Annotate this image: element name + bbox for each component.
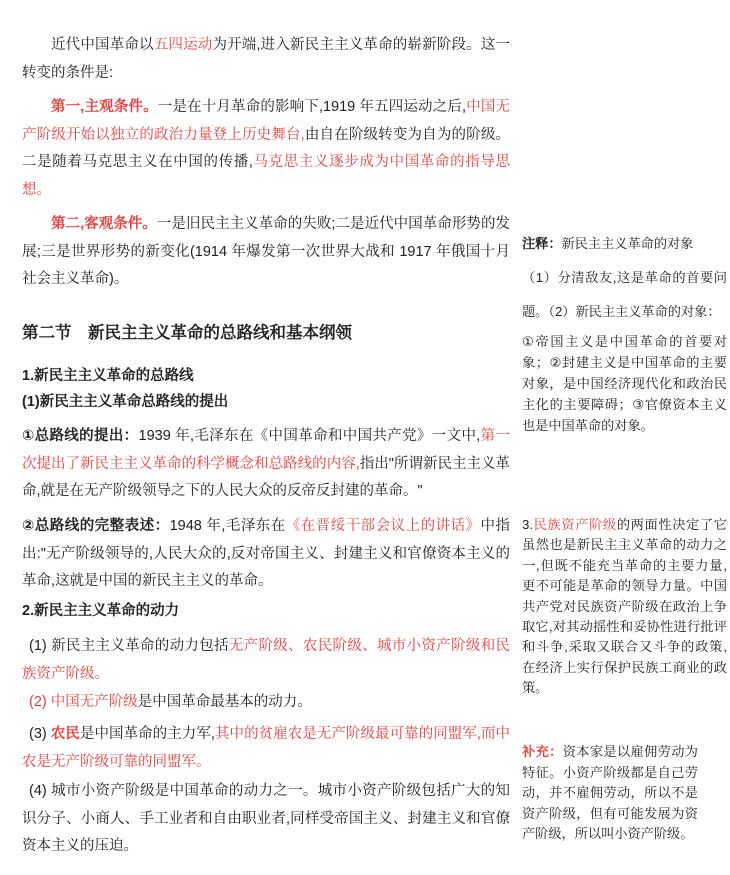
text-run: 的两面性决定了它虽然也是新民主主义革命的动力之一,但既不能充当革命的主要力量,更不可能是革命的领导力量。中国共产党对民族资产阶级在政治上争取它,对其动摇性和妥协性进行批评和斗争,采取又联合又斗争的政策,在经济上实行保护民族工商业的政策。 [522, 517, 727, 696]
red-highlight: 中国无产阶级开始以独立的政治力量登上历史舞台, [22, 99, 511, 143]
forces-item-4-paragraph [22, 778, 510, 861]
red-highlight: (2) 中国无产阶级 [29, 694, 138, 710]
text-run: 3. [522, 517, 533, 532]
margin-note-objects-list [522, 331, 727, 436]
text-run: 由自在阶级转变为自为的阶级。二是随着马克思主义在中国的传播, [22, 126, 511, 170]
forces-item-2-paragraph [22, 689, 510, 717]
objective-conditions-paragraph [22, 211, 510, 294]
red-bold-label: 农民 [50, 726, 80, 742]
margin-note-national-bourgeoisie [522, 515, 727, 699]
section-heading: 第二节 新民主主义革命的总路线和基本纲领 [22, 324, 352, 342]
text-run: 一是旧民主主义革命的失败;二是近代中国革命形势的发展;三是世界形势的新变化(1914 年爆发第一次世界大战和 1917 年俄国十月社会主义革命)。 [22, 216, 510, 287]
red-highlight: 五四运动 [153, 37, 213, 53]
text-run: 近代中国革命以 [51, 37, 154, 53]
text-run: (1) 新民主主义革命的动力包括 [29, 638, 229, 654]
red-highlight: 民族资产阶级 [533, 517, 617, 532]
subhead-line-proposal: (1)新民主主义革命总路线的提出 [22, 394, 229, 410]
forces-item-1-paragraph [22, 633, 510, 688]
margin-note-supplement [522, 742, 698, 845]
subjective-conditions-paragraph [22, 94, 510, 204]
text-run: ①帝国主义是中国革命的首要对象；②封建主义是中国革命的主要对象，是中国经济现代化和政治民主化的主要障碍；③官僚资本主义也是中国革命的对象。 [522, 334, 727, 433]
red-bold-label: 第二,客观条件。 [51, 216, 157, 232]
text-run: 指出"所谓新民主主义革命,就是在无产阶级领导之下的人民大众的反帝反封建的革命。" [22, 455, 510, 499]
text-run: 一是在十月革命的影响下,1919 年五四运动之后, [157, 99, 467, 115]
subhead-general-line: 1.新民主主义革命的总路线 [22, 368, 194, 384]
line-full-statement-paragraph [22, 513, 510, 596]
red-highlight: 无产阶级、农民阶级、城市小资产阶级和民族资产阶级。 [22, 638, 511, 682]
text-run: (4) 城市小资产阶级是中国革命的动力之一。城市小资产阶级包括广大的知识分子、小商人、手工业者和自由职业者,同样受帝国主义、封建主义和官僚资本主义的压迫。 [22, 783, 510, 854]
margin-notes-column [522, 0, 730, 875]
forces-item-3-paragraph [22, 721, 510, 776]
bold-label: ②总路线的完整表述： [22, 518, 170, 534]
red-highlight: 其中的贫雇农是无产阶级最可靠的同盟军,而中农是无产阶级可靠的同盟军。 [22, 726, 511, 770]
red-highlight: 第一次提出了新民主主义革命的科学概念和总路线的内容, [22, 428, 511, 472]
main-text-column [22, 0, 510, 875]
margin-note-objects-intro [522, 261, 727, 329]
text-run: 1939 年,毛泽东在《中国革命和中国共产党》一文中, [138, 428, 481, 444]
text-run: 中指出:"无产阶级领导的,人民大众的,反对帝国主义、封建主义和官僚资本主义的革命,这就是中国的新民主主义的革命。 [22, 518, 511, 589]
text-run: 是中国革命的主力军, [79, 726, 215, 742]
intro-paragraph [22, 32, 510, 87]
text-run: 资本家是以雇佣劳动为特征。小资产阶级都是自己劳动，并不雇佣劳动，所以不是资产阶级，但有可能发展为资产阶级，所以叫小资产阶级。 [522, 744, 698, 841]
text-run: （1）分清敌友,这是革命的首要问题。（2）新民主主义革命的对象： [522, 270, 727, 319]
text-run: 为开端,进入新民主主义革命的崭新阶段。这一转变的条件是: [22, 37, 511, 81]
red-bold-label: 补充： [522, 744, 563, 759]
subhead-revolution-forces: 2.新民主主义革命的动力 [22, 603, 180, 619]
red-highlight: 《在晋绥干部会议上的讲话》 [285, 518, 481, 534]
margin-note-objects-title [522, 234, 727, 254]
bold-label: ①总路线的提出： [22, 428, 139, 444]
bold-label: 注释： [522, 236, 562, 251]
text-run: 是中国革命最基本的动力。 [137, 694, 312, 710]
red-bold-label: 第一,主观条件。 [51, 99, 158, 115]
text-run: 1948 年,毛泽东在 [169, 518, 286, 534]
red-highlight: 马克思主义逐步成为中国革命的指导思想。 [22, 154, 510, 198]
line-proposal-paragraph [22, 423, 510, 506]
text-run: 新民主主义革命的对象 [561, 236, 694, 251]
text-run: (3) [29, 726, 51, 742]
